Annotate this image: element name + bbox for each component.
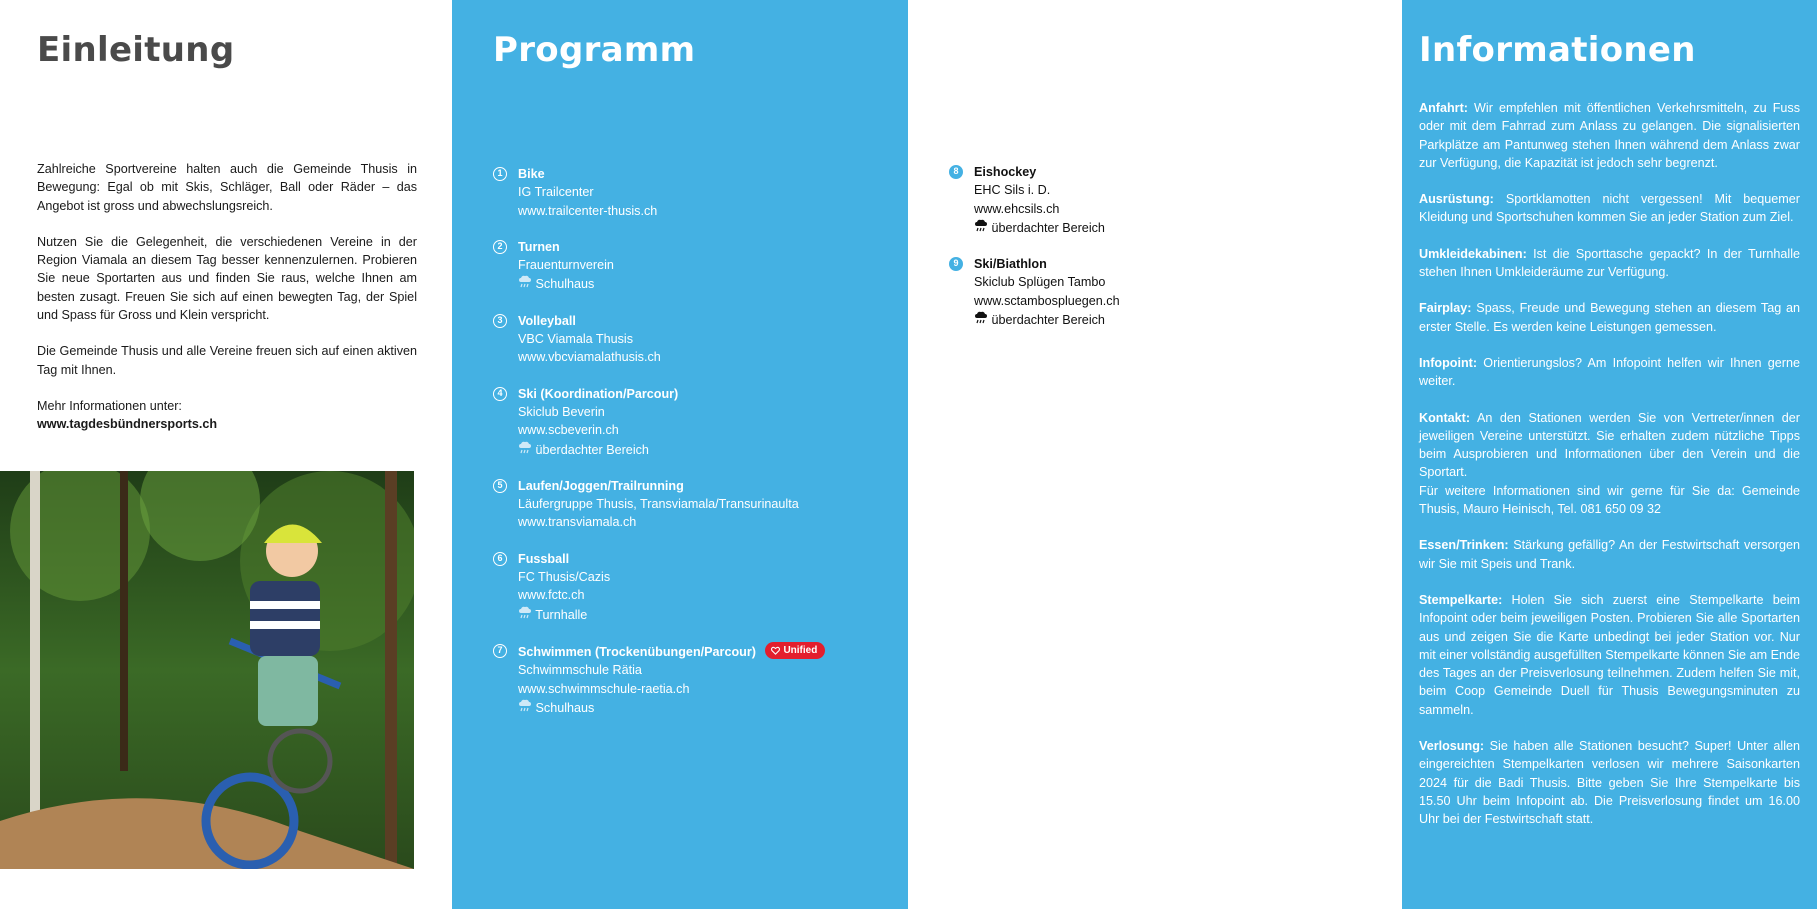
unified-badge — [765, 642, 825, 659]
station-location — [974, 218, 1389, 237]
station-number: 3 — [493, 314, 507, 328]
station-club: Skiclub Beverin — [518, 404, 605, 419]
info-label: Anfahrt: — [1419, 101, 1468, 115]
info-block — [1419, 99, 1800, 172]
station-title: Bike — [518, 167, 545, 181]
station-location-label: Turnhalle — [535, 607, 588, 622]
program-item — [493, 385, 893, 459]
intro-paragraph: Zahlreiche Sportvereine halten auch die Gemeinde Thusis in Bewegung: Egal ob mit Skis, Schläger, Ball oder Räder – das Angebot ist gross und abwechslungsreich. — [37, 162, 417, 213]
rain-cloud-icon — [518, 274, 532, 288]
station-location-label: Schulhaus — [535, 700, 595, 715]
station-number: 7 — [493, 644, 507, 658]
station-website[interactable]: www.vbcviamalathusis.ch — [518, 350, 661, 365]
program-item — [493, 550, 893, 624]
station-website[interactable]: www.fctc.ch — [518, 588, 585, 603]
rain-cloud-icon — [974, 218, 988, 232]
info-heading: Informationen — [1419, 30, 1696, 70]
station-number: 2 — [493, 240, 507, 254]
station-club: VBC Viamala Thusis — [518, 332, 634, 347]
program-heading: Programm — [493, 30, 696, 70]
program-item — [493, 165, 893, 220]
program-panel — [452, 0, 908, 909]
info-label: Fairplay: — [1419, 301, 1472, 316]
program-item — [949, 163, 1389, 237]
program-continued-panel — [908, 0, 1402, 909]
station-number: 5 — [493, 479, 507, 493]
station-club: Läufergruppe Thusis, Transviamala/Transurinaulta — [518, 497, 799, 512]
info-contact: Für weitere Informationen sind wir gerne für Sie da: Gemeinde Thusis, Mauro Heinisch, Tel. 081 650 09 32 — [1419, 483, 1800, 517]
station-website[interactable]: www.sctambospluegen.ch — [974, 293, 1120, 308]
info-body: Sie haben alle Stationen besucht? Super! Unter allen eingereichten Stempelkarten verlosen wir mehrere Saisonkarten 2024 für die Badi Thusis. Bitte geben Sie Ihre Stempelkarte bis 15.50 Uhr beim Infopoint ab. Die Preisverlosung findet um 16.00 Uhr bei der Festwirtschaft statt. — [1419, 739, 1801, 827]
info-label: Infopoint: — [1419, 355, 1478, 370]
station-location-label: überdachter Bereich — [991, 313, 1105, 328]
station-club: Skiclub Splügen Tambo — [974, 275, 1106, 290]
info-label: Umkleidekabinen: — [1419, 246, 1527, 261]
rain-cloud-icon — [518, 605, 532, 619]
info-body: Stärkung gefällig? An der Festwirtschaft versorgen wir Sie mit Speis und Trank. — [1419, 538, 1801, 571]
info-body: Spass, Freude und Bewegung stehen an diesem Tag an erster Stelle. Es werden keine Leistungen gemessen. — [1419, 301, 1801, 334]
info-label: Ausrüstung: — [1419, 192, 1494, 207]
station-title: Volleyball — [518, 313, 576, 328]
station-location — [518, 698, 893, 717]
info-body: Holen Sie sich zuerst eine Stempelkarte beim Infopoint oder beim jeweiligen Posten. Probieren Sie alle Sportarten aus und zeigen Sie die Karte unbedingt bei jeder Station vor. Nur mit einer vollständig ausgefüllten Stempelkarte können Sie am Ende des Tages an der Preisverlosung teilnehmen. Zudem helfen Sie mit, beim Coop Gemeinde Duell für Thusis Bewegungsminuten zu sammeln. — [1419, 592, 1800, 717]
program-item — [493, 642, 893, 717]
station-title: Laufen/Joggen/Trailrunning — [518, 478, 684, 493]
program-list — [493, 165, 893, 735]
more-info — [37, 397, 417, 434]
station-number: 1 — [493, 167, 507, 181]
station-website[interactable]: www.trailcenter-thusis.ch — [518, 203, 658, 218]
info-label: Verlosung: — [1419, 739, 1485, 754]
info-body: Orientierungslos? Am Infopoint helfen wir Ihnen gerne weiter. — [1419, 355, 1800, 389]
station-website[interactable]: www.ehcsils.ch — [974, 201, 1060, 216]
info-block — [1419, 737, 1800, 828]
info-panel — [1402, 0, 1817, 909]
station-location — [518, 605, 893, 624]
station-title: Schwimmen (Trockenübungen/Parcour) — [518, 644, 756, 659]
info-body: An den Stationen werden Sie von Vertreter/innen der jeweiligen Vereine unterstützt. Sie erhalten zudem nützliche Tipps beim Ausprobieren und Informationen über den Verein und die Sportart. — [1419, 410, 1800, 480]
station-location-label: Schulhaus — [535, 277, 595, 292]
station-title-row — [518, 642, 893, 661]
intro-paragraph: Nutzen Sie die Gelegenheit, die verschiedenen Vereine in der Region Viamala an diesem Tag besser kennenzulernen. Probieren Sie neue Sportarten aus und finden Sie raus, welche Ihnen am besten zusagt. Freuen Sie sich auf einen bewegten Tag, der Spiel und Spass für Gross und Klein verspricht. — [37, 234, 417, 323]
info-body: Sportklamotten nicht vergessen! Mit bequemer Kleidung und Sportschuhen kommen Sie an jeder Station zum Ziel. — [1419, 192, 1800, 225]
station-title: Ski (Koordination/Parcour) — [518, 386, 679, 401]
station-number: 4 — [493, 387, 507, 401]
rain-cloud-icon — [518, 698, 532, 712]
unified-badge-label: Unified — [783, 644, 818, 656]
info-block — [1419, 591, 1800, 719]
intro-panel — [0, 0, 452, 909]
info-block — [1419, 299, 1800, 336]
info-label: Stempelkarte: — [1419, 592, 1503, 607]
info-label: Kontakt: — [1419, 410, 1471, 425]
station-website[interactable]: www.transviamala.ch — [518, 515, 637, 530]
station-location-label: überdachter Bereich — [991, 220, 1105, 235]
program-list-continued — [949, 163, 1389, 347]
station-location — [518, 440, 893, 459]
heart-icon — [771, 646, 780, 655]
station-title: Eishockey — [974, 165, 1037, 179]
station-club: Frauenturnverein — [518, 258, 614, 273]
station-website[interactable]: www.schwimmschule-raetia.ch — [518, 681, 690, 696]
program-item — [493, 312, 893, 367]
station-club: Schwimmschule Rätia — [518, 663, 642, 678]
station-title: Turnen — [518, 239, 560, 254]
info-label: Essen/Trinken: — [1419, 538, 1509, 553]
info-body: Wir empfehlen mit öffentlichen Verkehrsmitteln, zu Fuss oder mit dem Fahrrad zum Anlass zu gelangen. Die signalisierten Parkplätze am Pantunweg stehen Ihnen während dem Anlass zwar zur Verfügung, die Kapazität ist jedoch sehr begrenzt. — [1419, 101, 1801, 170]
station-website[interactable]: www.scbeverin.ch — [518, 423, 619, 438]
intro-text — [37, 160, 417, 434]
station-number: 8 — [949, 165, 963, 179]
program-item — [949, 255, 1389, 329]
station-location-label: überdachter Bereich — [535, 442, 649, 457]
info-text — [1419, 99, 1800, 847]
program-item — [493, 238, 893, 294]
intro-paragraph: Die Gemeinde Thusis und alle Vereine freuen sich auf einen aktiven Tag mit Ihnen. — [37, 344, 417, 377]
info-block — [1419, 245, 1800, 282]
info-block — [1419, 536, 1800, 573]
info-block — [1419, 409, 1800, 519]
station-club: FC Thusis/Cazis — [518, 570, 611, 585]
station-location — [518, 274, 893, 293]
rain-cloud-icon — [974, 310, 988, 324]
station-title: Ski/Biathlon — [974, 257, 1047, 272]
station-number: 9 — [949, 257, 963, 271]
program-item — [493, 477, 893, 532]
info-block — [1419, 354, 1800, 391]
station-number: 6 — [493, 552, 507, 566]
info-body: Ist die Sporttasche gepackt? In der Turnhalle stehen Ihnen Umkleideräume zur Verfügung. — [1419, 246, 1800, 280]
station-location — [974, 310, 1389, 329]
more-info-link[interactable]: www.tagdesbündnersports.ch — [37, 417, 218, 432]
info-block — [1419, 190, 1800, 227]
station-title: Fussball — [518, 551, 570, 566]
intro-heading: Einleitung — [37, 30, 235, 70]
station-club: IG Trailcenter — [518, 185, 594, 200]
more-info-label: Mehr Informationen unter: — [37, 398, 182, 413]
station-club: EHC Sils i. D. — [974, 183, 1051, 198]
rain-cloud-icon — [518, 440, 532, 454]
kid-on-bike-photo — [0, 471, 414, 869]
